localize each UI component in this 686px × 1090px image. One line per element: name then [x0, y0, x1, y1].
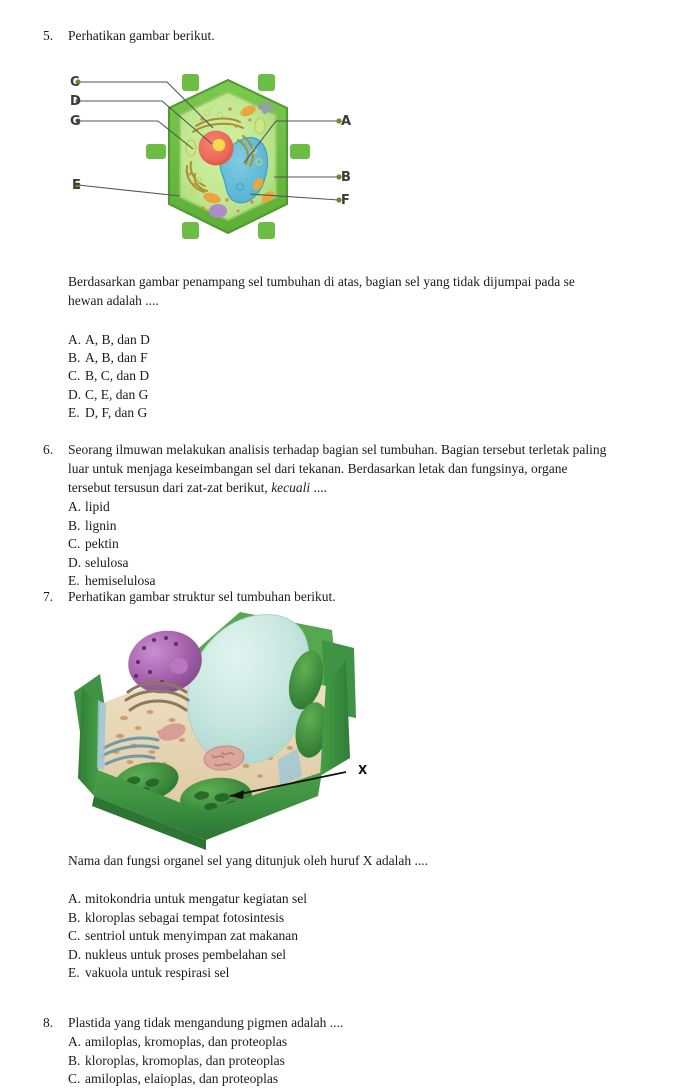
option-text: lignin	[85, 518, 117, 533]
question-5-option-d[interactable]	[68, 386, 148, 405]
question-7-option-e[interactable]	[68, 964, 229, 983]
question-7-option-c[interactable]	[68, 927, 298, 946]
option-text: hemiselulosa	[85, 573, 156, 588]
figure2-label-X: X	[358, 763, 368, 777]
question-8-option-c[interactable]	[68, 1070, 278, 1089]
option-text: amiloplas, elaioplas, dan proteoplas	[85, 1071, 279, 1086]
figure1-label-B: B	[341, 170, 351, 185]
question-6-option-a[interactable]	[68, 498, 110, 517]
nucleolus	[213, 139, 225, 151]
option-text: lipid	[85, 499, 110, 514]
option-text: D, F, dan G	[85, 405, 148, 420]
question-5-option-c[interactable]	[68, 367, 149, 386]
option-letter: E.	[68, 573, 80, 588]
option-text: C, E, dan G	[85, 387, 149, 402]
option-letter: B.	[68, 350, 81, 365]
nucleolus	[170, 658, 188, 674]
question-6-option-b[interactable]	[68, 517, 117, 536]
question-8-option-b[interactable]	[68, 1052, 285, 1071]
purple-organelle	[209, 204, 227, 218]
option-letter: A.	[68, 1034, 82, 1049]
question-6-stem-tail: ....	[310, 480, 328, 495]
question-6-option-c[interactable]	[68, 535, 119, 554]
question-5-stem: Perhatikan gambar berikut.	[68, 28, 215, 43]
question-7-number: 7.	[43, 589, 54, 604]
option-letter: D.	[68, 947, 82, 962]
figure1-label-G: G	[70, 114, 81, 129]
question-6-stem-line-1: Seorang ilmuwan melakukan analisis terhadap bagian sel tumbuhan. Bagian tersebut terletak paling	[68, 442, 607, 457]
option-text: vakuola untuk respirasi sel	[85, 965, 230, 980]
figure1-label-F: F	[341, 193, 350, 208]
question-7-option-d[interactable]	[68, 946, 286, 965]
option-text: sentriol untuk menyimpan zat makanan	[85, 928, 298, 943]
question-5-caption-line-1: Berdasarkan gambar penampang sel tumbuhan di atas, bagian sel yang tidak dijumpai pada se	[68, 274, 575, 289]
option-letter: D.	[68, 555, 82, 570]
option-letter: D.	[68, 387, 82, 402]
question-6-keyword-kecuali: kecuali	[271, 480, 311, 495]
option-text: selulosa	[85, 555, 129, 570]
plant-cell-cross-section-figure	[62, 66, 372, 246]
option-text: kloroplas, kromoplas, dan proteoplas	[85, 1053, 285, 1068]
option-letter: C.	[68, 536, 81, 551]
plant-cell-3d-svg	[64, 600, 364, 850]
question-7-caption: Nama dan fungsi organel sel yang ditunjuk oleh huruf X adalah ....	[68, 853, 429, 868]
figure1-label-A: A	[341, 114, 352, 129]
option-text: pektin	[85, 536, 119, 551]
option-letter: C.	[68, 1071, 81, 1086]
option-text: A, B, dan F	[85, 350, 148, 365]
question-5-option-a[interactable]	[68, 331, 150, 350]
question-7-stem: Perhatikan gambar struktur sel tumbuhan berikut.	[68, 589, 336, 604]
option-letter: B.	[68, 1053, 81, 1068]
question-6-stem-line-2: luar untuk menjaga keseimbangan sel dari tekanan. Berdasarkan letak dan fungsinya, organe	[68, 461, 568, 476]
question-7-option-a[interactable]	[68, 890, 307, 909]
option-letter: C.	[68, 928, 81, 943]
option-text: mitokondria untuk mengatur kegiatan sel	[85, 891, 307, 906]
option-text: amiloplas, kromoplas, dan proteoplas	[85, 1034, 288, 1049]
question-5-caption-line-2: hewan adalah ....	[68, 293, 159, 308]
question-6-stem-line-3-text: tersebut tersusun dari zat-zat berikut,	[68, 480, 272, 495]
plant-cell-3d-figure	[64, 600, 364, 850]
question-8-option-a[interactable]	[68, 1033, 287, 1052]
option-text: nukleus untuk proses pembelahan sel	[85, 947, 286, 962]
question-5-option-e[interactable]	[68, 404, 147, 423]
figure1-label-D: D	[70, 94, 81, 109]
question-6-stem-line-3	[68, 479, 327, 498]
cell-wall-left	[78, 688, 100, 796]
option-letter: E.	[68, 965, 80, 980]
figure1-label-E: E	[72, 178, 81, 193]
option-text: kloroplas sebagai tempat fotosintesis	[85, 910, 285, 925]
option-letter: B.	[68, 518, 81, 533]
question-8-number: 8.	[43, 1015, 54, 1030]
option-letter: E.	[68, 405, 80, 420]
option-text: B, C, dan D	[85, 368, 150, 383]
question-6-number: 6.	[43, 442, 54, 457]
question-5-option-b[interactable]	[68, 349, 148, 368]
option-letter: A.	[68, 891, 82, 906]
option-letter: C.	[68, 368, 81, 383]
plant-cell-cross-section-svg	[62, 66, 372, 246]
figure1-label-C: C	[70, 75, 80, 90]
option-letter: A.	[68, 332, 82, 347]
option-text: A, B, dan D	[85, 332, 150, 347]
question-6-option-d[interactable]	[68, 554, 129, 573]
question-7-option-b[interactable]	[68, 909, 284, 928]
option-letter: B.	[68, 910, 81, 925]
option-letter: A.	[68, 499, 82, 514]
question-5-number: 5.	[43, 28, 54, 43]
question-8-stem: Plastida yang tidak mengandung pigmen adalah ....	[68, 1015, 344, 1030]
